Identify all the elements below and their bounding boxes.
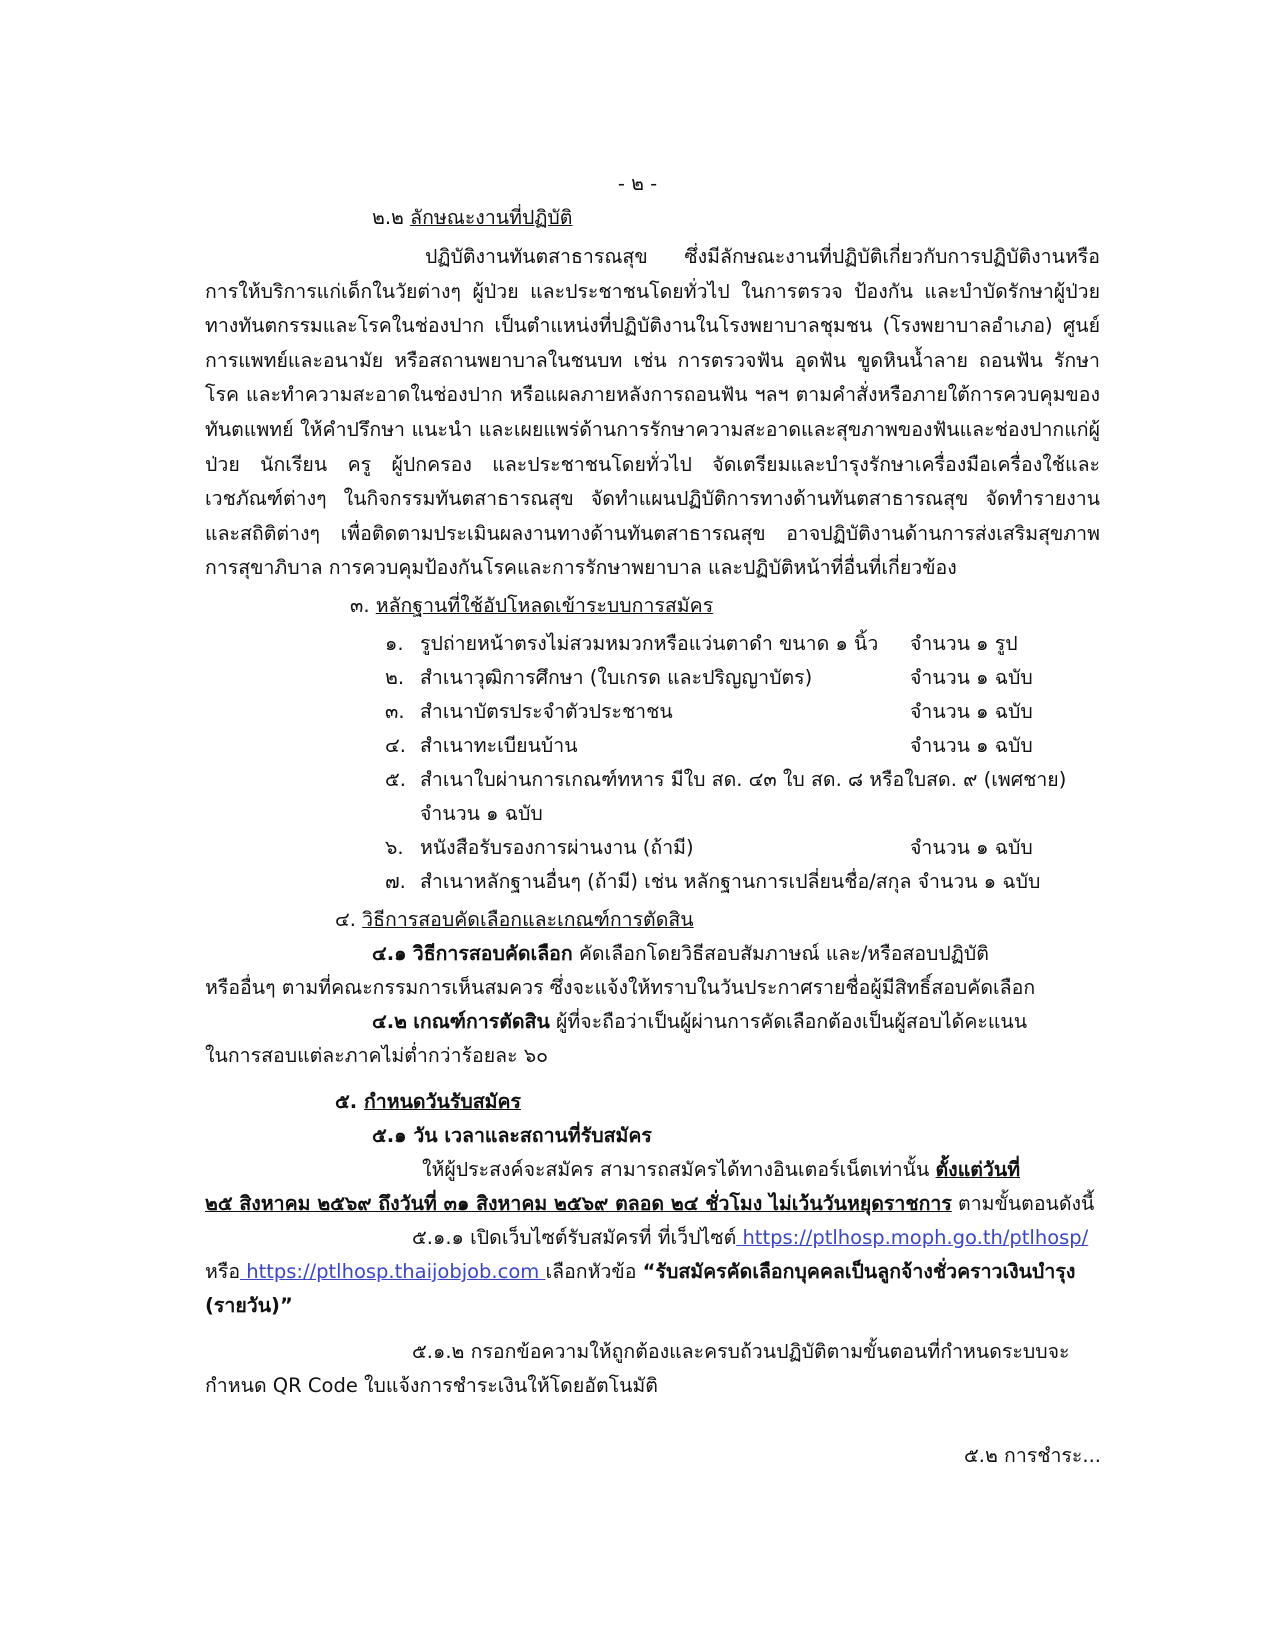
section-4-2-line-1: ๔.๒ เกณฑ์การตัดสิน ผู้ที่จะถือว่าเป็นผู้ผ่านการคัดเลือกต้องเป็นผู้สอบได้คะแนน [372,1010,1028,1033]
section-4-1-line-1: ๔.๑ วิธีการสอบคัดเลือก คัดเลือกโดยวิธีสอบสัมภาษณ์ และ/หรือสอบปฏิบัติ [372,942,989,965]
section-4-heading [335,908,694,931]
evidence-item: ๖. หนังสือรับรองการผ่านงาน (ถ้ามี) จำนวน ๑ ฉบับ [385,836,1033,859]
section-2-2-body [205,240,1100,586]
continuation-note: ๕.๒ การชำระ... [964,1444,1101,1467]
section-5-1-1-line-2: หรือ https://ptlhosp.thaijobjob.com เลือกหัวข้อ “รับสมัครคัดเลือกบุคคลเป็นลูกจ้างชั่วคราวเงินบำรุง [205,1260,1076,1283]
section-5-heading [335,1090,521,1113]
evidence-item: ๓. สำเนาบัตรประจำตัวประชาชน จำนวน ๑ ฉบับ [385,700,1033,723]
section-5-1-1-line-1: ๕.๑.๑ เปิดเว็บไซต์รับสมัครที่ ที่เว็ปไซต์ https://ptlhosp.moph.go.th/ptlhosp/ [412,1226,1089,1249]
section-4-2-line-2: ในการสอบแต่ละภาคไม่ต่ำกว่าร้อยละ ๖๐ [205,1044,549,1067]
evidence-item: ๗. สำเนาหลักฐานอื่นๆ (ถ้ามี) เช่น หลักฐานการเปลี่ยนชื่อ/สกุล จำนวน ๑ ฉบับ [385,870,1041,893]
section-3-title: หลักฐานที่ใช้อัปโหลดเข้าระบบการสมัคร [375,594,714,617]
section-2-2-body-text: ปฏิบัติงานทันตสาธารณสุข ซึ่งมีลักษณะงานที่ปฏิบัติเกี่ยวกับการปฏิบัติงานหรือการให้บริการแก่เด็กในวัยต่างๆ ผู้ป่วย และประชาชนโดยทั่วไป ในการตรวจ ป้องกัน และบำบัดรักษาผู้ป่วยทางทันตกรรมและโรคในช่องปาก เป็นตำแหน่งที่ปฏิบัติงานในโรงพยาบาลชุมชน (โรงพยาบาลอำเภอ) ศูนย์การแพทย์และอนามัย หรือสถานพยาบาลในชนบท เช่น การตรวจฟัน อุดฟัน ขูดหินน้ำลาย ถอนฟัน รักษาโรค และทำความสะอาดในช่องปาก หรือแผลภายหลังการถอนฟัน ฯลฯ ตามคำสั่งหรือภายใต้การควบคุมของทันตแพทย์ ให้คำปรึกษา แนะนำ และเผยแพร่ด้านการรักษาความสะอาดและสุขภาพของฟันและช่องปากแก่ผู้ป่วย นักเรียน ครู ผู้ปกครอง และประชาชนโดยทั่วไป จัดเตรียมและบำรุงรักษาเครื่องมือเครื่องใช้และเวชภัณฑ์ต่างๆ ในกิจกรรมทันตสาธารณสุข จัดทำแผนปฏิบัติการทางด้านทันตสาธารณสุข จัดทำรายงานและสถิติต่างๆ เพื่อติดตามประเมินผลงานทางด้านทันตสาธารณสุข อาจปฏิบัติงานด้านการส่งเสริมสุขภาพการสุขาภิบาล การควบคุมป้องกันโรคและการรักษาพยาบาล และปฏิบัติหน้าที่อื่นที่เกี่ยวข้อง [205,245,1100,580]
moph-website-link[interactable]: https://ptlhosp.moph.go.th/ptlhosp/ [736,1226,1089,1249]
section-5-1-1-line-3: (รายวัน)” [205,1294,293,1317]
evidence-item-continuation: จำนวน ๑ ฉบับ [420,802,543,825]
evidence-item: ๕. สำเนาใบผ่านการเกณฑ์ทหาร มีใบ สด. ๔๓ ใบ สด. ๘ หรือใบสด. ๙ (เพศชาย) [385,768,1067,791]
section-5-number: ๕. [335,1090,358,1113]
section-4-number: ๔. [335,908,356,931]
section-5-1-line-2: ๒๕ สิงหาคม ๒๕๖๙ ถึงวันที่ ๓๑ สิงหาคม ๒๕๖๙ ตลอด ๒๔ ชั่วโมง ไม่เว้นวันหยุดราชการ ตามขั้นตอนดังนี้ [205,1192,1095,1215]
section-3-number: ๓. [350,594,370,617]
section-2-2-number: ๒.๒ [372,206,404,229]
section-3-heading [350,594,713,617]
section-4-1-line-2: หรืออื่นๆ ตามที่คณะกรรมการเห็นสมควร ซึ่งจะแจ้งให้ทราบในวันประกาศรายชื่อผู้มีสิทธิ์สอบคัดเลือก [205,976,1036,999]
section-2-2-heading [372,206,572,229]
section-5-1-heading: ๕.๑ วัน เวลาและสถานที่รับสมัคร [372,1124,652,1147]
section-5-1-2-line-1: ๕.๑.๒ กรอกข้อความให้ถูกต้องและครบถ้วนปฏิบัติตามขั้นตอนที่กำหนดระบบจะ [412,1340,1070,1363]
evidence-item: ๑. รูปถ่ายหน้าตรงไม่สวมหมวกหรือแว่นตาดำ ขนาด ๑ นิ้ว จำนวน ๑ รูป [385,632,1018,655]
section-5-1-2-line-2: กำหนด QR Code ใบแจ้งการชำระเงินให้โดยอัตโนมัติ [205,1374,658,1397]
section-2-2-title: ลักษณะงานที่ปฏิบัติ [410,206,573,229]
section-4-title: วิธีการสอบคัดเลือกและเกณฑ์การตัดสิน [362,908,694,931]
section-5-title: กำหนดวันรับสมัคร [363,1090,521,1113]
page-number: - ๒ - [617,172,658,195]
evidence-item: ๒. สำเนาวุฒิการศึกษา (ใบเกรด และปริญญาบัตร) จำนวน ๑ ฉบับ [385,666,1033,689]
evidence-item: ๔. สำเนาทะเบียนบ้าน จำนวน ๑ ฉบับ [385,734,1033,757]
section-5-1-line-1: ให้ผู้ประสงค์จะสมัคร สามารถสมัครได้ทางอินเตอร์เน็ตเท่านั้น ตั้งแต่วันที่ [422,1158,1021,1181]
thaijobjob-website-link[interactable]: https://ptlhosp.thaijobjob.com [240,1260,546,1283]
